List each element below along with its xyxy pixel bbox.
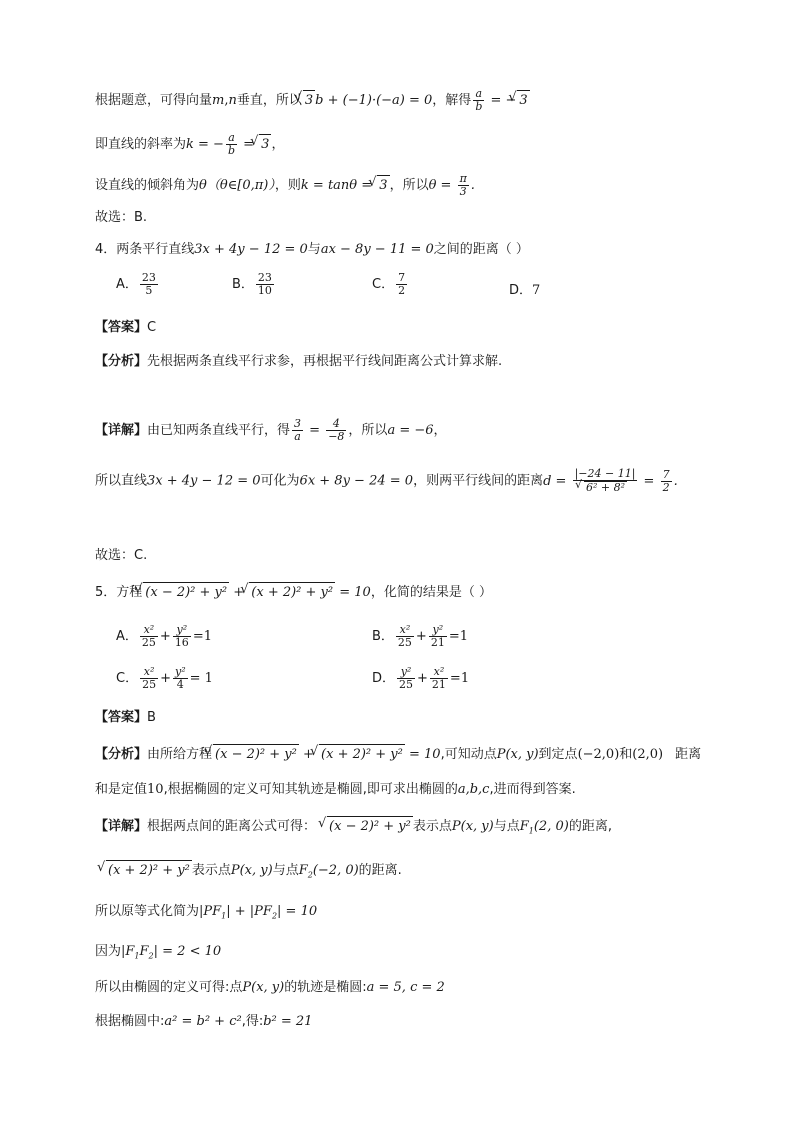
denominator: 25 — [141, 636, 156, 649]
math-expr: √ (x − 2)² + y² — [326, 819, 413, 834]
text: 根据两点间的距离公式可得： — [147, 819, 317, 834]
vector-m-n: m — [212, 93, 225, 108]
denominator: 25 — [142, 678, 157, 691]
text: ，化简的结果是（ ） — [370, 585, 492, 600]
denominator: 4 — [176, 678, 184, 691]
analysis-text: 先根据两条直线平行求参，再根据平行线间距离公式计算求解. — [147, 354, 503, 369]
numerator: y² — [397, 666, 415, 679]
math-expr: (2,0) — [632, 747, 664, 762]
text: 和 — [619, 747, 633, 762]
option-label: B． — [232, 277, 254, 292]
math-expr: b² = 21 — [263, 1014, 313, 1029]
math-expr: a = −6 — [387, 423, 434, 438]
math-expr: $\frac{a}{b}$ = −√ 3 — [471, 93, 529, 108]
numerator: 23 — [257, 271, 272, 284]
denominator: 21 — [431, 678, 446, 691]
solution-line-3 — [95, 173, 475, 198]
denominator: 16 — [174, 636, 189, 649]
text: 到定点 — [538, 747, 578, 762]
math-expr: $|F_1F_2| = 2 < 10$ — [121, 944, 222, 961]
option-label: D． — [372, 671, 396, 686]
denominator: 25 — [399, 678, 414, 691]
detail-4-line-1: 【详解】由已知两条直线平行，得 $\frac{3}{a}$ = $\frac{4}{-8}$ ，所以a = −6， — [95, 417, 447, 443]
numerator: y² — [429, 624, 447, 637]
option-label: C． — [116, 671, 139, 686]
select-b: 故选：B. — [95, 210, 148, 225]
math-expr: a = 5, c = 2 — [366, 980, 445, 995]
select-c: 故选：C. — [95, 548, 148, 563]
math-expr: 3x + 4y − 12 = 0 — [147, 473, 261, 489]
solution-line-2: 即直线的斜率为k = − $\frac{a}{b}$ = √ 3 ， — [95, 132, 284, 157]
detail-5-line-1 — [95, 816, 612, 842]
math-expr: 6x + 8y − 24 = 0 — [299, 473, 414, 489]
numerator: x² — [396, 624, 414, 637]
math-expr: θ = $\frac{\pi}{3}$ . — [428, 172, 475, 198]
option-4-a — [116, 272, 160, 297]
option-label: B． — [372, 629, 394, 644]
option-5-d: D． $\frac{\text{y²}}{25}$ + $\frac{\text{x²}}{21}$ =1 — [372, 665, 470, 691]
numerator: x² — [140, 624, 158, 637]
option-5-c: C． $\frac{\text{x²}}{25}$ + $\frac{\text{y²}}{4}$ = 1 — [116, 665, 213, 691]
text: ，所以 — [389, 178, 429, 193]
detail-5-line-3 — [95, 902, 317, 927]
denominator: 5 — [145, 284, 153, 297]
rhs: =1 — [448, 629, 468, 644]
text: ,根据椭圆的定义可知其轨迹是椭圆,即可求出椭圆的 — [163, 782, 458, 797]
analysis-4 — [95, 352, 502, 372]
math-expr: $F_2(-2$, 0) — [298, 863, 359, 880]
text: 和是定值 — [95, 782, 148, 797]
analysis-5-line-2 — [95, 780, 576, 800]
detail-5-line-2 — [95, 860, 402, 886]
text: 所以直线 — [95, 473, 148, 489]
option-5-b: B． $\frac{\text{x²}}{25}$ + $\frac{\text{y²}}{21}$ =1 — [372, 623, 468, 649]
numerator: x² — [430, 666, 448, 679]
answer-value: C — [147, 320, 157, 335]
denominator: 10 — [257, 284, 272, 297]
answer-tag: 【答案】 — [95, 710, 148, 725]
denominator: 25 — [397, 636, 412, 649]
denominator: 21 — [430, 636, 445, 649]
text: 垂直，所以 — [236, 93, 302, 108]
option-label: C． — [372, 277, 395, 292]
numerator: y² — [174, 665, 186, 678]
math-expr: 10 — [147, 782, 164, 797]
math-expr: a,b,c — [457, 782, 490, 797]
analysis-tag: 【分析】 — [95, 747, 148, 762]
math-expr: d = |−24 − 11| √ 6² + 8² = $\frac{7}{2}$ . — [543, 474, 678, 489]
math-expr: a² = b² + c² — [164, 1014, 242, 1029]
option-label: A． — [116, 277, 138, 292]
text: ，所以 — [348, 423, 388, 438]
analysis-tag: 【分析】 — [95, 354, 148, 369]
detail-5-line-5 — [95, 978, 445, 998]
text: 的距离. — [358, 863, 402, 878]
text: 由所给方程 — [147, 747, 213, 762]
text: 根据题意，可得向量 — [95, 93, 213, 108]
answer-value: B — [147, 710, 156, 725]
text: 之间的距离（ ） — [433, 242, 529, 257]
answer-tag: 【答案】 — [95, 320, 148, 335]
math-expr: P(x, y) — [242, 980, 285, 995]
text: ，则 — [274, 178, 301, 193]
text: ,得: — [241, 1014, 264, 1029]
option-label: A． — [116, 629, 138, 644]
math-expr: √ 3 b + (−1)·(−a) = 0 — [302, 93, 432, 108]
text: ，解得 — [432, 93, 472, 108]
text: 表示点 — [191, 863, 231, 878]
text: 设直线的倾斜角为 — [95, 178, 200, 193]
option-5-a: A． $\frac{\text{x²}}{25}$ + $\frac{\text{y²}}{16}$ =1 — [116, 623, 212, 649]
answer-5 — [95, 708, 156, 728]
text: ，则两平行线间的距离 — [413, 473, 544, 489]
math-expr: ax − 8y − 11 = 0 — [320, 242, 434, 257]
text: ,进而得到答案. — [489, 782, 576, 797]
text: 与点 — [272, 863, 299, 878]
math-expr: P(x, y) — [230, 863, 273, 878]
math-expr: P(x, y) — [496, 747, 539, 762]
text: 表示点 — [412, 819, 452, 834]
detail-5-line-4 — [95, 942, 221, 967]
rhs: = 1 — [189, 671, 213, 686]
rhs: =1 — [449, 671, 470, 686]
text: 与点 — [493, 819, 520, 834]
text: 所以由椭圆的定义可得:点 — [95, 980, 243, 995]
math-expr: √ (x + 2)² + y² — [105, 863, 192, 878]
text: 由已知两条直线平行，得 — [147, 423, 291, 438]
math-expr: 3x + 4y − 12 = 0 — [194, 242, 308, 257]
math-expr: √ (x − 2)² + y² + √ (x + 2)² + y² = 10 — [212, 747, 441, 762]
option-4-b — [232, 272, 276, 297]
numerator: y² — [173, 624, 191, 637]
text: 与 — [307, 242, 321, 257]
question-4 — [95, 240, 529, 260]
math-expr: $F_1(2$, 0) — [519, 819, 569, 836]
text: 所以原等式化简为 — [95, 904, 200, 919]
math-expr: θ（θ∈[0,π)） — [199, 178, 275, 193]
text: 的距离, — [568, 819, 612, 834]
option-value: 7 — [532, 283, 541, 298]
question-5 — [95, 582, 492, 603]
analysis-5-line-1 — [95, 744, 701, 765]
denominator: 2 — [398, 284, 406, 297]
detail-tag: 【详解】 — [95, 423, 148, 438]
detail-5-line-6 — [95, 1012, 312, 1032]
math-expr: k = tanθ = √ 3 — [301, 178, 390, 193]
text: 5．方程 — [95, 585, 143, 600]
option-4-c — [372, 272, 409, 297]
math-expr: √ (x − 2)² + y² + √ (x + 2)² + y² = 10 — [142, 585, 371, 600]
option-label: D． — [509, 283, 533, 298]
numerator: 7 — [398, 271, 406, 284]
text: 的轨迹是椭圆: — [284, 980, 367, 995]
math-expr: k = − $\frac{a}{b}$ = √ 3 — [186, 137, 271, 152]
text: 根据椭圆中: — [95, 1014, 165, 1029]
text: 因为 — [95, 944, 122, 959]
answer-4 — [95, 318, 156, 338]
detail-tag: 【详解】 — [95, 819, 148, 834]
numerator: 23 — [141, 271, 156, 284]
text: 可化为 — [260, 473, 300, 489]
numerator: x² — [140, 666, 158, 679]
text: 距离 — [675, 747, 702, 762]
text: 即直线的斜率为 — [95, 137, 187, 152]
math-expr: P(x, y) — [451, 819, 494, 834]
text: 4．两条平行直线 — [95, 242, 195, 257]
text: ,可知动点 — [440, 747, 497, 762]
solution-line-1: 根据题意，可得向量m,n垂直，所以√ 3 b + (−1)·(−a) = 0，解得 $\frac{a}{b}$ = −√ 3 — [95, 88, 530, 113]
detail-4-line-2 — [95, 468, 678, 494]
math-expr: $\frac{3}{a}$ = $\frac{4}{-8}$ — [294, 417, 345, 443]
option-4-d — [509, 281, 540, 301]
math-expr: $|PF_1| + |PF_2| = 10$ — [199, 904, 318, 921]
rhs: =1 — [192, 629, 212, 644]
math-expr: (−2,0) — [577, 747, 620, 762]
